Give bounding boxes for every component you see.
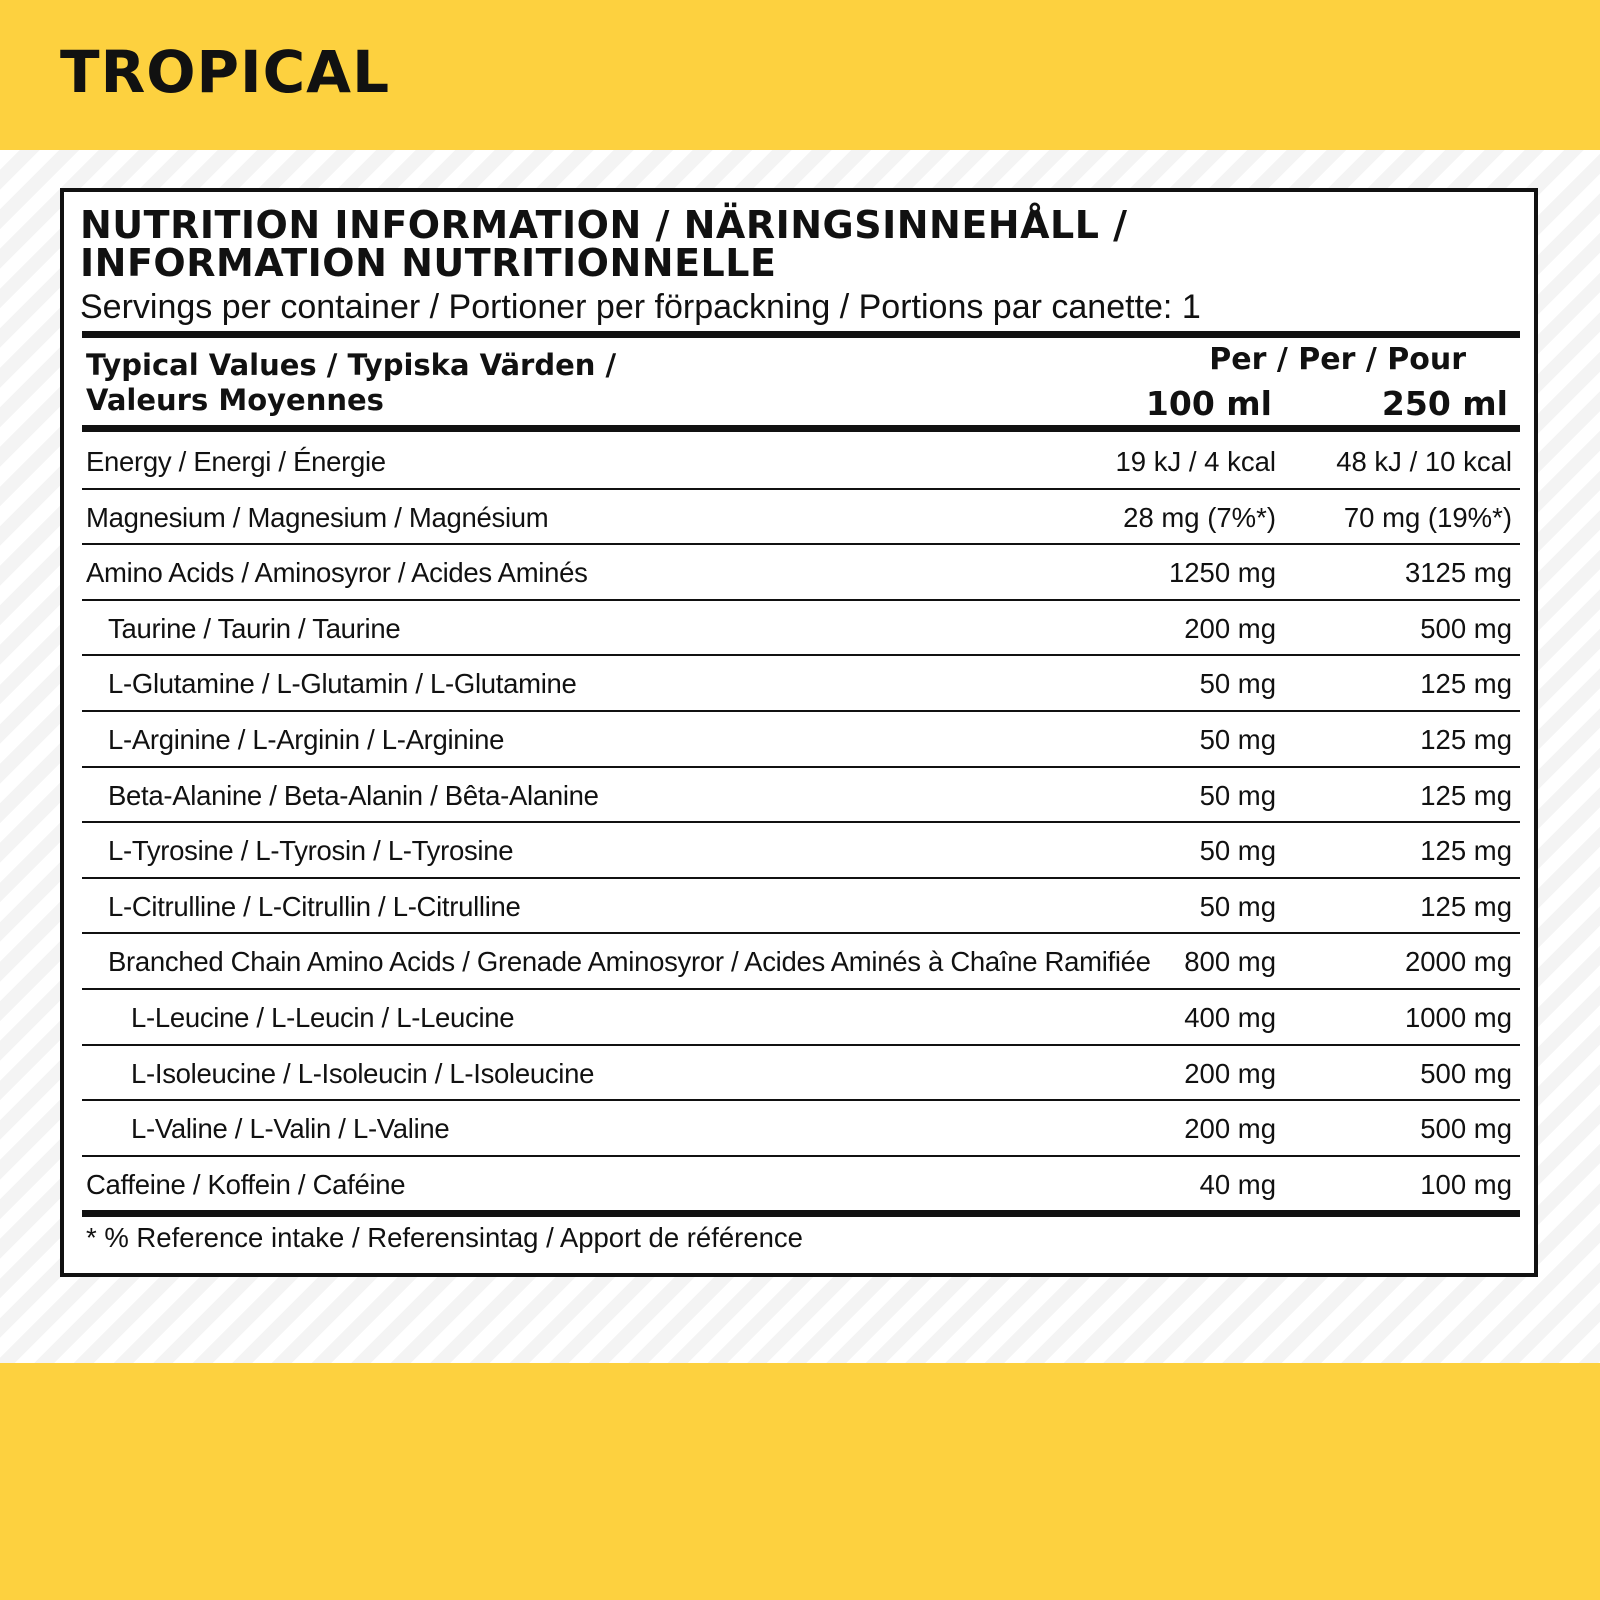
value-per-100ml: 50 mg	[1199, 835, 1276, 867]
value-per-250ml: 1000 mg	[1404, 1001, 1512, 1033]
value-per-100ml: 800 mg	[1184, 946, 1276, 978]
value-per-250ml: 48 kJ / 10 kcal	[1336, 446, 1512, 477]
value-per-250ml: 125 mg	[1420, 890, 1512, 922]
table-row	[82, 1101, 1520, 1157]
per-heading: Per / Per / Pour	[1209, 342, 1466, 377]
top-band	[0, 0, 1600, 150]
value-per-100ml: 200 mg	[1184, 1057, 1276, 1089]
nutrient-name: L-Arginine / L-Arginin / L-Arginine	[108, 723, 505, 755]
servings-per-container: Servings per container / Portioner per förpackning / Portions par canette: 1	[80, 288, 1201, 326]
typical-values-line1: Typical Values / Typiska Värden /	[86, 348, 617, 382]
table-row	[82, 601, 1520, 657]
nutrient-name: Magnesium / Magnesium / Magnésium	[86, 501, 549, 533]
table-row	[82, 823, 1520, 879]
table-row	[82, 712, 1520, 768]
typical-values-line2: Valeurs Moyennes	[86, 383, 384, 417]
typical-values-heading	[86, 348, 616, 418]
panel-title	[80, 203, 1128, 285]
table-row	[82, 434, 1520, 490]
value-per-250ml: 500 mg	[1420, 1057, 1512, 1089]
table-row	[82, 656, 1520, 712]
nutrient-name: Caffeine / Koffein / Caféine	[86, 1168, 406, 1200]
value-per-100ml: 200 mg	[1184, 612, 1276, 644]
value-per-100ml: 200 mg	[1184, 1113, 1276, 1145]
value-per-250ml: 125 mg	[1420, 723, 1512, 755]
value-per-100ml: 28 mg (7%*)	[1123, 501, 1276, 533]
value-per-100ml: 1250 mg	[1168, 557, 1276, 589]
nutrient-name: L-Citrulline / L-Citrullin / L-Citrulline	[108, 890, 521, 922]
value-per-100ml: 50 mg	[1199, 723, 1276, 755]
value-per-250ml: 500 mg	[1420, 1113, 1512, 1145]
table-row	[82, 879, 1520, 935]
nutrient-name: L-Isoleucine / L-Isoleucin / L-Isoleucine	[131, 1057, 595, 1089]
value-per-100ml: 50 mg	[1199, 890, 1276, 922]
value-per-100ml: 50 mg	[1199, 779, 1276, 811]
value-per-250ml: 2000 mg	[1404, 946, 1512, 978]
value-per-250ml: 125 mg	[1420, 779, 1512, 811]
nutrient-name: L-Leucine / L-Leucin / L-Leucine	[131, 1001, 515, 1033]
nutrition-table	[82, 434, 1520, 1212]
value-per-250ml: 500 mg	[1420, 612, 1512, 644]
column-heading-250ml: 250 ml	[1381, 384, 1508, 423]
nutrient-name: Amino Acids / Aminosyror / Acides Aminés	[86, 557, 588, 589]
nutrient-name: Beta-Alanine / Beta-Alanin / Bêta-Alanine	[108, 779, 599, 811]
panel-title-line2: INFORMATION NUTRITIONNELLE	[80, 241, 777, 285]
value-per-100ml: 400 mg	[1184, 1001, 1276, 1033]
value-per-250ml: 125 mg	[1420, 835, 1512, 867]
value-per-100ml: 50 mg	[1199, 668, 1276, 700]
nutrient-name: Energy / Energi / Énergie	[86, 446, 386, 477]
nutrition-panel	[60, 188, 1538, 1277]
value-per-250ml: 100 mg	[1420, 1168, 1512, 1200]
table-row	[82, 768, 1520, 824]
table-row	[82, 934, 1520, 990]
header-bottom-rule	[82, 425, 1520, 432]
table-row	[82, 490, 1520, 546]
value-per-100ml: 19 kJ / 4 kcal	[1115, 446, 1276, 477]
table-row	[82, 1157, 1520, 1213]
table-row	[82, 1046, 1520, 1102]
flavor-title: TROPICAL	[60, 38, 391, 106]
value-per-250ml: 125 mg	[1420, 668, 1512, 700]
nutrient-name: Branched Chain Amino Acids / Grenade Aminosyror / Acides Aminés à Chaîne Ramifiée	[108, 946, 1151, 978]
panel-title-line1: NUTRITION INFORMATION / NÄRINGSINNEHÅLL /	[80, 203, 1128, 247]
column-heading-100ml: 100 ml	[1145, 384, 1272, 423]
table-bottom-rule	[82, 1210, 1520, 1217]
nutrient-name: Taurine / Taurin / Taurine	[108, 612, 401, 644]
value-per-250ml: 70 mg (19%*)	[1343, 501, 1512, 533]
nutrient-name: L-Tyrosine / L-Tyrosin / L-Tyrosine	[108, 835, 514, 867]
reference-intake-footnote: * % Reference intake / Referensintag / Apport de référence	[86, 1222, 803, 1253]
table-row	[82, 545, 1520, 601]
nutrient-name: L-Glutamine / L-Glutamin / L-Glutamine	[108, 668, 577, 700]
value-per-100ml: 40 mg	[1199, 1168, 1276, 1200]
nutrient-name: L-Valine / L-Valin / L-Valine	[131, 1113, 450, 1145]
value-per-250ml: 3125 mg	[1404, 557, 1512, 589]
header-top-rule	[82, 331, 1520, 338]
bottom-band	[0, 1363, 1600, 1600]
table-row	[82, 990, 1520, 1046]
